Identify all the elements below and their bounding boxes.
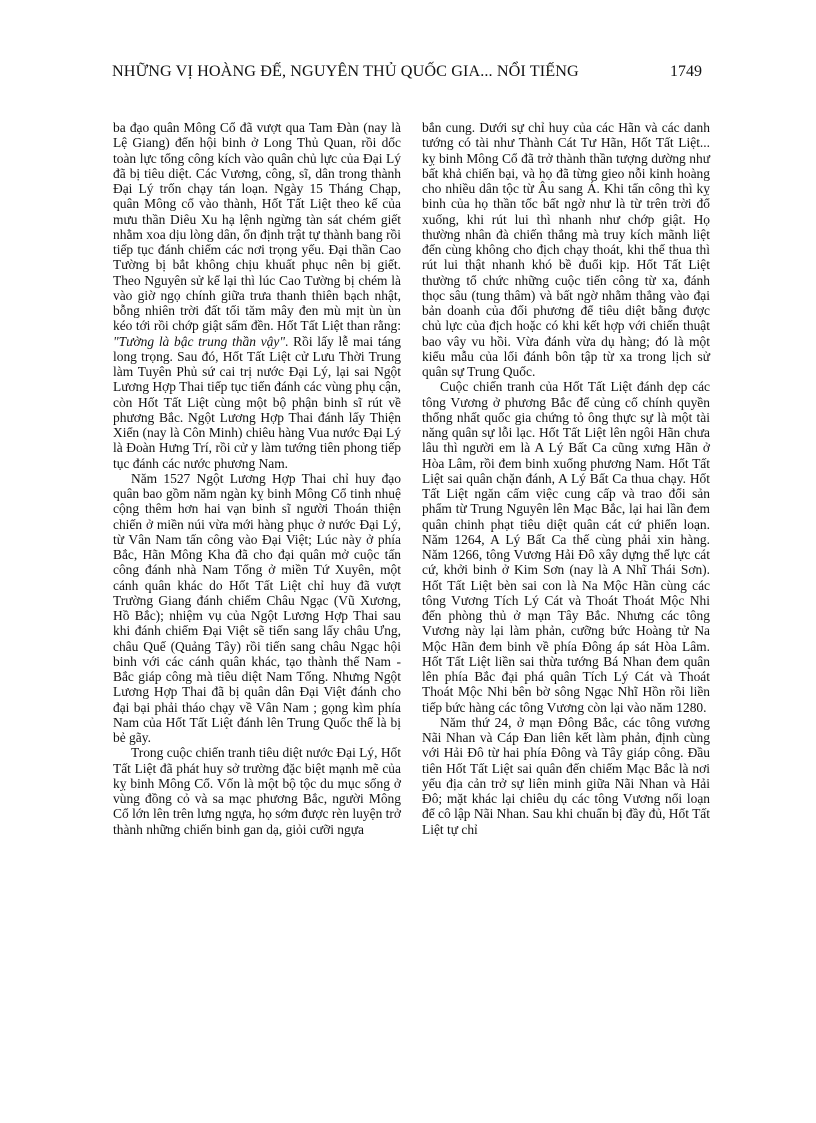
paragraph: Cuộc chiến tranh của Hốt Tất Liệt đánh dẹp các tông Vương ở phương Bắc để củng cố chính quyền thống nhất quốc gia chứng tỏ ông thực sự là một tài năng quân sự lỗi lạc. Hốt Tất Liệt lên ngôi Hãn chưa lâu thì người em là A Lý Bất Ca cũng xưng Hãn ở Hòa Lâm, rồi đem binh xuống phương Nam. Hốt Tất Liệt sai quân chặn đánh, A Lý Bất Ca thua chạy. Hốt Tất Liệt ngăn cấm việc cung cấp và trao đổi sản phẩm từ Trung Nguyên lên Mạc Bắc, lại hai lần đem quân chinh phạt tiêu diệt quân cát cứ phiến loạn. Năm 1264, A Lý Bất Ca thế cùng phải xin hàng. Năm 1266, tông Vương Hải Đô xây dựng thế lực cát cứ, khởi binh ở Kim Sơn (nay là A Nhĩ Thái Sơn). Hốt Tất Liệt bèn sai con là Na Mộc Hãn cùng các tông Vương Tích Lý Cát và Thoát Thoát Mộc Nhi đến phòng thủ ở mạn Tây Bắc. Nhưng các tông Vương này lại làm phản, cưỡng bức Hoàng tử Na Mộc Hãn đem binh về phía Đông áp sát Hòa Lâm. Hốt Tất Liệt liền sai thừa tướng Bá Nhan đem quân lên phía Bắc đại phá quân Tích Lý Cát và Thoát Thoát Mộc Nhi bên bờ sông Ngạc Nhĩ Hồn rồi liền tiếp bức hàng các tông Vương còn lại vào năm 1280. — [422, 379, 710, 715]
paragraph: Năm 1527 Ngột Lương Hợp Thai chỉ huy đạo quân bao gồm năm ngàn kỵ binh Mông Cổ tinh nhuệ cộng thêm hơn hai vạn binh sĩ người Thoán thiện chiến ở miền núi vừa mới hàng phục ở nước Đại Lý, từ Vân Nam tấn công vào Đại Việt; Lúc này ở phía Bắc, Hãn Mông Kha đã cho đại quân mở cuộc tấn công đánh nhà Nam Tống ở miền Tứ Xuyên, một cánh quân khác do Hốt Tất Liệt chỉ huy đã vượt Trường Giang đánh chiếm Châu Ngạc (Vũ Xương, Hồ Bắc); nhiệm vụ của Ngột Lương Hợp Thai sau khi đánh chiếm Đại Việt sẽ tiến sang lấy châu Ưng, châu Quế (Quảng Tây) rồi tiến sang châu Ngạc hội binh với các cánh quân khác, tạo thành thế Nam - Bắc giáp công mà tiêu diệt Nam Tống. Nhưng Ngột Lương Hợp Thai đã bị quân dân Đại Việt đánh cho đại bại phải tháo chạy về Vân Nam ; gọng kìm phía Nam của Hốt Tất Liệt đánh lên Trung Quốc thế là bị bẻ gãy. — [113, 470, 401, 745]
paragraph: Trong cuộc chiến tranh tiêu diệt nước Đại Lý, Hốt Tất Liệt đã phát huy sở trường đặc biệt mạnh mẽ của kỵ binh Mông Cổ. Vốn là một bộ tộc du mục sống ở vùng đồng cỏ và sa mạc phương Bắc, người Mông Cổ lớn lên trên lưng ngựa, họ sớm được rèn luyện trở thành những chiến binh gan dạ, giỏi cưỡi ngựa — [113, 745, 401, 837]
paragraph-text: ba đạo quân Mông Cổ đã vượt qua Tam Đàn (nay là Lệ Giang) đến hội binh ở Long Thủ Quan, rồi dốc toàn lực tổng công kích vào quân chủ lực của Đại Lý đã bị tiêu diệt. Các Vương, công, sĩ, dân trong thành Đại Lý trốn chạy tán loạn. Ngày 15 Tháng Chạp, quân Mông cổ vào thành, Hốt Tất Liệt theo kế của mưu thần Diêu Xu hạ lệnh ngừng tàn sát chém giết nhằm xoa dịu lòng dân, ổn định trật tự thành bang rồi tiếp tục đánh chiếm các nơi trọng yếu. Đại thần Cao Tường bị bắt không chịu khuất phục nên bị giết. Theo Nguyên sử kể lại thì lúc Cao Tường bị chém là vào giờ ngọ chính giữa trưa thanh thiên bạch nhật, bỗng nhiên trời đất tối tăm mây đen mù mịt ùn ùn kéo tới rồi chớp giật sấm đền. Hốt Tất Liệt than rằng: — [113, 120, 401, 334]
right-column — [422, 120, 710, 837]
page-number: 1749 — [670, 63, 702, 80]
running-title: NHỮNG VỊ HOÀNG ĐẾ, NGUYÊN THỦ QUỐC GIA... NỔI TIẾNG — [112, 62, 579, 80]
paragraph-text: . Rồi lấy lễ mai táng long trọng. Sau đó, Hốt Tất Liệt cử Lưu Thời Trung làm Tuyên Phủ sứ cai trị nước Đại Lý, lại sai Ngột Lương Hợp Thai tiếp tục tiến đánh các vùng phụ cận, còn Hốt Tất Liệt cùng một bộ phận binh sĩ rút về phương Bắc. Ngột Lương Hợp Thai đánh lấy Thiện Xiển (nay là Côn Minh) chiêu hàng Vua nước Đại Lý là Đoàn Hưng Trí, rồi cử y làm tướng tiên phong tiếp tục đánh các nước phương Nam. — [113, 333, 401, 471]
left-column — [113, 120, 401, 837]
paragraph — [113, 120, 401, 471]
paragraph: bắn cung. Dưới sự chỉ huy của các Hãn và các danh tướng có tài như Thành Cát Tư Hãn, Hốt Tất Liệt... kỵ binh Mông Cổ đã trở thành thần tượng dường như bất khả chiến bại, và họ đã từng gieo nỗi kinh hoàng cho nhiều dân tộc từ Âu sang Á. Khi tấn công thì kỵ binh của họ thần tốc bất ngờ như là từ trên trời đổ xuống, khi rút lui thì nhanh như chớp giật. Họ thường nhân đà chiến thắng mà truy kích mãnh liệt đến cùng không cho địch chạy thoát, khi thế thua thì rút lui thật nhanh khó bề đuổi kịp. Hốt Tất Liệt thường tổ chức những cuộc tiến công từ xa, đánh thọc sâu (tung thâm) và bất ngờ nhằm thẳng vào đại bản doanh của đối phương để tiêu diệt bằng được chủ lực của địch hoặc có khi kết hợp với chiến thuật bao vây vu hồi. Vừa đánh vừa dụ hàng; đó là một kiểu mẫu của lối đánh bôn tập từ xa trong lịch sử quân sự Trung Quốc. — [422, 120, 710, 379]
page-header — [112, 62, 702, 90]
quote-text: "Tường là bậc trung thần vậy" — [113, 333, 286, 349]
paragraph: Năm thứ 24, ở mạn Đông Bắc, các tông vương Nãi Nhan và Cáp Đan liên kết làm phản, định cùng với Hải Đô từ hai phía Đông và Tây giáp công. Đầu tiên Hốt Tất Liệt sai quân đến chiếm Mạc Bắc là nơi yếu địa cản trở sự liên minh giữa Nãi Nhan và Hải Đô; mặt khác lại chiêu dụ các tông Vương nổi loạn để cô lập Nãi Nhan. Sau khi chuẩn bị đầy đủ, Hốt Tất Liệt tự chỉ — [422, 714, 710, 837]
